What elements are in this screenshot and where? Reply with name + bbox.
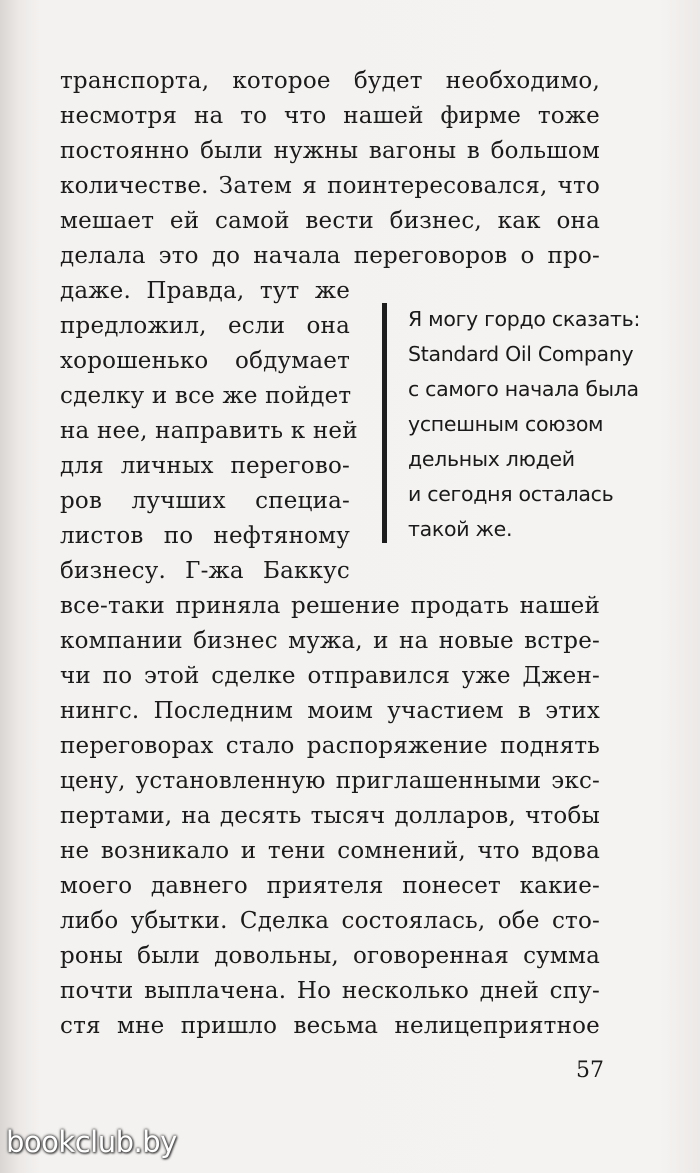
text-line: предложил, если она <box>60 313 350 339</box>
text-line: моего давнего приятеля понесет какие- <box>60 873 600 899</box>
pull-quote-line: и сегодня осталась <box>408 482 614 506</box>
text-line: не возникало и тени сомнений, что вдова <box>60 838 600 864</box>
pull-quote-line: с самого начала была <box>408 377 639 401</box>
text-line: роны были довольны, оговоренная сумма <box>60 943 600 969</box>
page-number: 57 <box>576 1058 604 1083</box>
text-line: бизнесу. Г-жа Баккус <box>60 558 350 584</box>
text-line: несмотря на то что нашей фирме тоже <box>60 103 600 129</box>
text-line: на нее, направить к ней <box>60 418 358 444</box>
text-line: сделку и все же пойдет <box>60 383 352 409</box>
text-line: почти выплачена. Но несколько дней спу- <box>60 978 600 1004</box>
pull-quote-rule <box>382 303 387 543</box>
text-line: все-таки приняла решение продать нашей <box>60 593 600 619</box>
text-line: постоянно были нужны вагоны в большом <box>60 138 600 164</box>
text-line: цену, установленную приглашенными экс- <box>60 768 600 794</box>
text-line: компании бизнес мужа, и на новые встре- <box>60 628 600 654</box>
pull-quote-line: такой же. <box>408 517 513 541</box>
text-line: для личных перегово- <box>60 453 350 479</box>
text-line: листов по нефтяному <box>60 523 350 549</box>
text-line: чи по этой сделке отправился уже Джен- <box>60 663 600 689</box>
watermark: bookclub.by <box>6 1125 177 1159</box>
text-line: делала это до начала переговоров о про- <box>60 243 600 269</box>
text-line: количестве. Затем я поинтересовался, что <box>60 173 600 199</box>
pull-quote-line: дельных людей <box>408 447 575 471</box>
text-line: мешает ей самой вести бизнес, как она <box>60 208 600 234</box>
text-line: переговорах стало распоряжение поднять <box>60 733 600 759</box>
pull-quote-line: успешным союзом <box>408 412 604 436</box>
text-line: нингс. Последним моим участием в этих <box>60 698 600 724</box>
pull-quote-line: Standard Oil Company <box>408 342 634 366</box>
pull-quote-line: Я могу гордо сказать: <box>408 307 641 331</box>
text-line: хорошенько обдумает <box>60 348 350 374</box>
text-line: транспорта, которое будет необходимо, <box>60 68 600 94</box>
text-line: либо убытки. Сделка состоялась, обе сто- <box>60 908 600 934</box>
text-line: пертами, на десять тысяч долларов, чтобы <box>60 803 600 829</box>
text-line: стя мне пришло весьма нелицеприятное <box>60 1013 600 1039</box>
text-line: ров лучших специа- <box>60 488 350 514</box>
text-line: даже. Правда, тут же <box>60 278 350 304</box>
